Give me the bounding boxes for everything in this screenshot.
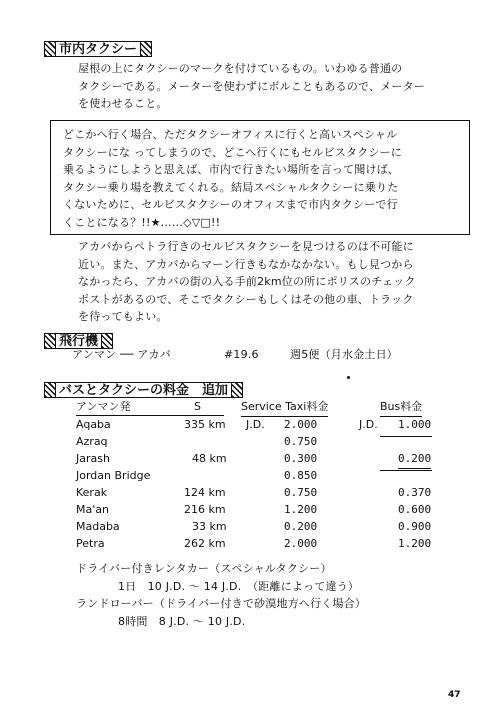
flight-frequency: 週5便（月水金土日） (290, 348, 398, 361)
table-row (76, 518, 456, 536)
place: Azraq (76, 435, 108, 448)
header-distance: S (194, 400, 201, 413)
taxi-fare: 0.750 (284, 435, 318, 448)
place: Petra (76, 537, 105, 550)
bus-fare: 0.200 (398, 450, 431, 469)
rental-special-taxi: ドライバー付きレンタカー（スペシャルタクシー） (76, 562, 332, 575)
table-row (76, 501, 456, 519)
rental-land-rover-price: 8時間 8 J.D. ～ 10 J.D. (118, 614, 246, 628)
table-row (76, 416, 456, 434)
distance: 216 km (184, 503, 226, 516)
bus-fare: 0.600 (398, 503, 432, 516)
taxi-fare: 0.300 (284, 452, 318, 465)
text-line: タクシーである。メーターを使わずにボルこともあるので、メーター (78, 79, 425, 93)
distance: 124 km (184, 486, 226, 499)
place: Jarash (76, 452, 110, 465)
taxi-fare: 0.200 (284, 520, 318, 533)
city-taxi-heading (44, 39, 152, 58)
flights-title: 飛行機 (56, 333, 101, 349)
text-line: ポストがあるので、そこでタクシーもしくはその他の車、トラック (78, 292, 414, 306)
text-line: アカバからペトラ行きのセルビスタクシーを見つけるのは不可能に (78, 240, 414, 253)
table-header-row (76, 398, 456, 416)
distance: 48 km (192, 452, 227, 465)
place: Ma'an (76, 503, 109, 516)
taxi-fare: 0.750 (284, 486, 318, 499)
table-row (76, 484, 456, 502)
place: Aqaba (76, 418, 111, 431)
flight-route: アンマン ── アカバ (72, 348, 171, 361)
distance: 262 km (184, 537, 226, 550)
note-line: どこかへ行く場合、ただタクシーオフィスに行くと高いスペシャル (63, 128, 398, 141)
note-line: 乗るようにしようと思えば、市内で行きたい場所を言って聞けば、 (63, 163, 399, 176)
header-bus: Bus料金 (380, 398, 422, 417)
aqaba-petra-text (78, 238, 416, 326)
rental-land-rover: ランドローバー（ドライバー付きで砂漠地方へ行く場合） (76, 597, 367, 610)
flight-price: #19.6 (224, 348, 259, 361)
bus-fare: 0.900 (398, 520, 432, 533)
place: Jordan Bridge (76, 469, 151, 482)
city-taxi-title: 市内タクシー (56, 41, 140, 57)
taxi-fare: 0.850 (284, 469, 318, 482)
boxed-note (50, 120, 470, 235)
place: Madaba (76, 520, 120, 533)
taxi-fare: 2.000 (284, 537, 318, 550)
text-line: を使わせること。 (78, 97, 168, 110)
bus-blank-rule (380, 470, 432, 471)
note-line: くことになる？!!★……◇▽□!! (63, 215, 221, 229)
flight-info (72, 346, 472, 364)
hatch-ornament-right (140, 41, 152, 57)
hatch-ornament-left (44, 382, 56, 398)
table-row (76, 450, 456, 468)
bus-fare: 1.200 (398, 537, 432, 550)
note-line: タクシーにな ってしまうので、どこへ行くにもセルビスタクシーに (63, 145, 403, 159)
text-line: を待ってもよい。 (78, 310, 168, 323)
hatch-ornament-right (231, 382, 243, 398)
note-line: タクシー乗り場を教えてくれる。結局スペシャルタクシーに乗りた (63, 180, 399, 194)
bus-fare: 0.370 (398, 486, 432, 499)
stray-dot (347, 376, 350, 379)
currency: J.D. (246, 418, 265, 431)
city-taxi-text (78, 60, 425, 113)
text-line: 屋根の上にタクシーのマークを付けているもの。いわゆる普通の (78, 62, 403, 75)
taxi-fare: 1.200 (284, 503, 318, 516)
bus-fare: 1.000 (398, 418, 432, 431)
fares-title: バスとタクシーの料金 追加 (56, 382, 231, 398)
note-line: くないために、セルビスタクシーのオフィスまで市内タクシーで行 (63, 198, 398, 211)
distance: 33 km (192, 520, 227, 533)
fares-heading (44, 380, 243, 399)
rentals (76, 560, 476, 640)
text-line: なかったら、アカバの街の入る手前2km位の所にポリスのチェック (78, 275, 416, 288)
fares-table (76, 398, 456, 548)
hatch-ornament-left (44, 41, 56, 57)
bus-blank-rule (380, 436, 432, 437)
header-service-taxi: Service Taxi料金 (241, 398, 328, 417)
place: Kerak (76, 486, 108, 499)
currency: J.D. (359, 418, 378, 431)
taxi-fare: 2.000 (284, 418, 318, 431)
table-row (76, 535, 456, 553)
header-origin: アンマン発 (76, 400, 131, 413)
text-line: 近い。また、アカバからマーン行きもなかなかない。もし見つから (78, 257, 414, 271)
distance: 335 km (184, 418, 226, 431)
hatch-ornament-left (44, 333, 56, 349)
rental-special-taxi-price: 1日 10 J.D. ～ 14 J.D. （距離によって違う） (118, 579, 360, 593)
page-number: 47 (448, 690, 461, 700)
